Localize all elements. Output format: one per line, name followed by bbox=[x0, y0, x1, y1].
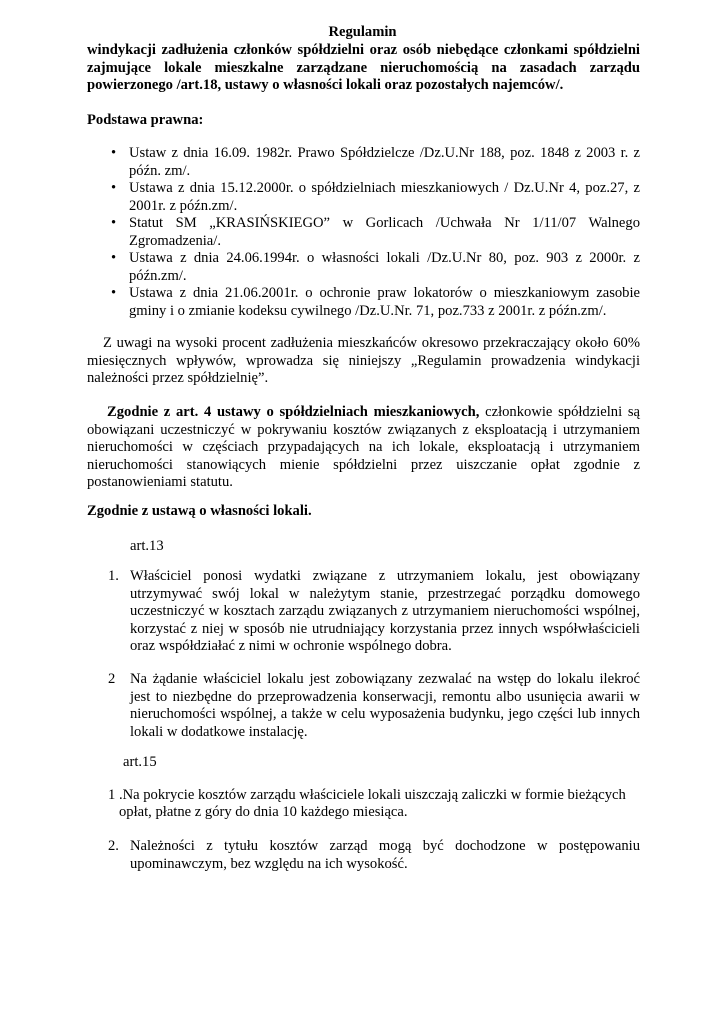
item-text: Należności z tytułu kosztów zarząd mogą być dochodzone w postępowaniu upominawczym, bez względu na ich wysokość. bbox=[130, 838, 640, 872]
legal-basis-heading: Podstawa prawna: bbox=[87, 112, 204, 128]
article-15-item-1 bbox=[108, 787, 648, 805]
item-text: Na żądanie właściciel lokalu jest zobowiązany zezwalać na wstęp do lokalu ilekroć jest to niezbędne do przeprowadzenia konserwacji, remontu albo usunięcia awarii w nieruchomości wspólnej, a także w celu wyposażenia budynku, jego części lub innych lokali w dodatkowe instalację. bbox=[130, 671, 640, 740]
legal-basis-text: Ustaw z dnia 16.09. 1982r. Prawo Spółdzielcze /Dz.U.Nr 188, poz. 1848 z 2003 r. z późn. zm/. bbox=[129, 145, 640, 179]
item-number: 2 bbox=[108, 671, 116, 687]
intro-paragraph: Z uwagi na wysoki procent zadłużenia mieszkańców okresowo przekraczający około 60% miesięcznych wpływów, wprowadza się niniejszy „Regulamin prowadzenia windykacji należności przez spółdzielnię”. bbox=[87, 335, 640, 386]
article-15-item-1-continued: opłat, płatne z góry do dnia 10 każdego miesiąca. bbox=[119, 804, 408, 820]
bullet-icon: • bbox=[111, 250, 117, 266]
bullet-icon: • bbox=[111, 215, 117, 231]
legal-basis-item bbox=[111, 145, 640, 180]
item-text: Właściciel ponosi wydatki związane z utrzymaniem lokalu, jest obowiązany utrzymywać swój lokal w należytym stanie, przestrzegać porządku domowego uczestniczyć w kosztach zarządu związanych z utrzymaniem nieruchomości wspólnej, korzystać z niej w sposób nie utrudniający korzystania przez innych współwłaścicieli oraz współdziałać z nimi w ochronie wspólnego dobra. bbox=[130, 568, 640, 654]
document-subtitle: windykacji zadłużenia członków spółdzielni oraz osób niebędące członkami spółdzielni zajmujące lokale mieszkalne zarządzane nieruchomością na zasadach zarządu powierzonego /art.18, ustawy o własności lokali oraz pozostałych najemców/. bbox=[87, 42, 640, 93]
legal-basis-item bbox=[111, 180, 640, 215]
article-13-item bbox=[108, 671, 640, 741]
article-15-label: art.15 bbox=[123, 754, 157, 770]
item-number: 1 bbox=[108, 787, 116, 803]
bullet-icon: • bbox=[111, 180, 117, 196]
item-number: 2. bbox=[108, 838, 119, 854]
coop-law-lead: Zgodnie z art. 4 ustawy o spółdzielniach mieszkaniowych, bbox=[107, 404, 480, 420]
article-13-item bbox=[108, 568, 640, 656]
document-title: Regulamin bbox=[328, 24, 397, 40]
coop-law-paragraph bbox=[87, 404, 640, 492]
article-13-label: art.13 bbox=[130, 538, 164, 554]
bullet-icon: • bbox=[111, 145, 117, 161]
legal-basis-item bbox=[111, 250, 640, 285]
bullet-icon: • bbox=[111, 285, 117, 301]
coop-law-text: członkowie spółdzielni są obowiązani uczestniczyć w pokrywaniu kosztów związanych z eksploatacją i utrzymaniem nieruchomości w częściach przypadających na ich lokale, eksploatacją i utrzymaniem nieruchomości stanowiących mienie spółdzielni przez uiszczanie opłat zgodnie z postanowieniami statutu. bbox=[87, 404, 640, 490]
item-number: 1. bbox=[108, 568, 119, 584]
item-text: .Na pokrycie kosztów zarządu właściciele lokali uiszczają zaliczki w formie bieżących bbox=[115, 787, 626, 803]
ownership-heading: Zgodnie z ustawą o własności lokali. bbox=[87, 503, 312, 519]
legal-basis-text: Statut SM „KRASIŃSKIEGO” w Gorlicach /Uchwała Nr 1/11/07 Walnego Zgromadzenia/. bbox=[129, 215, 640, 249]
legal-basis-text: Ustawa z dnia 21.06.2001r. o ochronie praw lokatorów o mieszkaniowym zasobie gminy i o zmianie kodeksu cywilnego /Dz.U.Nr. 71, poz.733 z 2001r. z późn.zm/. bbox=[129, 285, 640, 319]
article-15-item-2 bbox=[108, 838, 640, 873]
legal-basis-text: Ustawa z dnia 15.12.2000r. o spółdzielniach mieszkaniowych / Dz.U.Nr 4, poz.27, z 2001r. z późn.zm/. bbox=[129, 180, 640, 214]
legal-basis-list bbox=[111, 145, 640, 320]
legal-basis-item bbox=[111, 285, 640, 320]
legal-basis-text: Ustawa z dnia 24.06.1994r. o własności lokali /Dz.U.Nr 80, poz. 903 z 2000r. z późn.zm/. bbox=[129, 250, 640, 284]
legal-basis-item bbox=[111, 215, 640, 250]
